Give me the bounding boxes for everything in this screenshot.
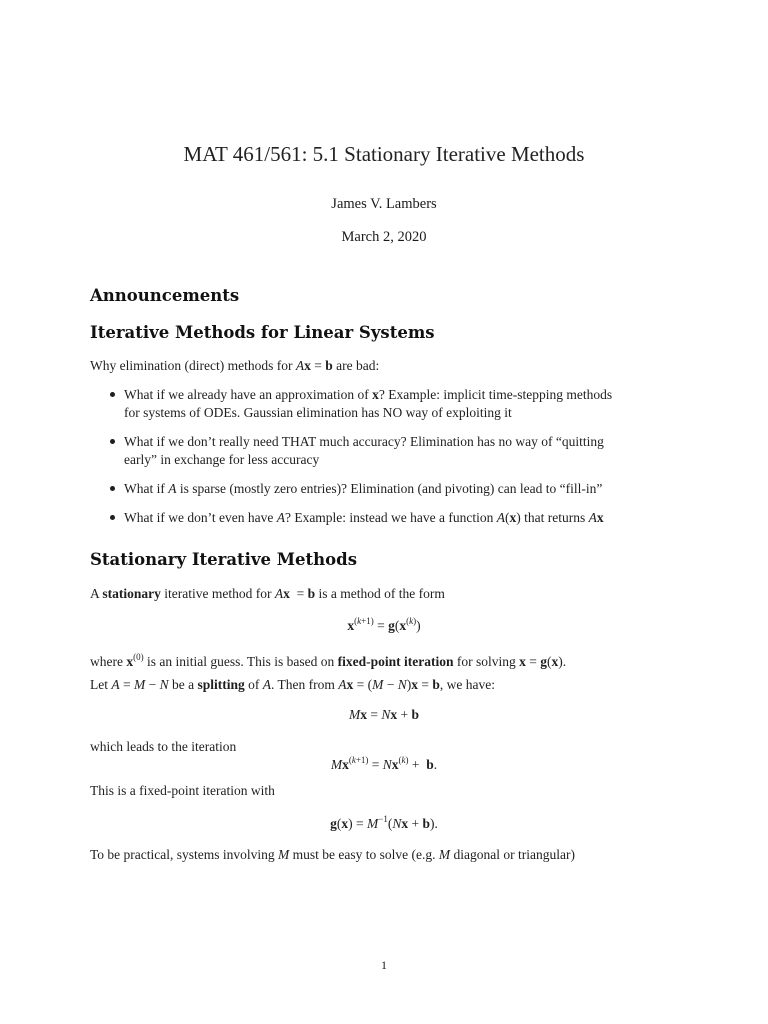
equation-split-iteration: $Mx^{(k+1)} = Nx^{(k)} + b$. — [330, 755, 438, 772]
list-item: What if we already have an approximation of x? Example: implicit time-stepping methods for systems of ODEs. Gaussian elimination has NO way of exploiting it — [90, 386, 690, 421]
document-date: March 2, 2020 — [341, 229, 427, 245]
bullet-list — [90, 386, 690, 527]
paragraph-initial-guess: where $x^{(0)}$ is an initial guess. This is based on fixed-point iteration for solving x = g(x). — [90, 652, 567, 669]
list-item: What if we don’t even have A? Example: instead we have a function A(x) that returns Ax — [90, 509, 690, 527]
equation-g-function: $g(x) = M^{-1}(Nx + b)$. — [330, 814, 438, 831]
paragraph-splitting: Let A = M − N be a splitting of A. Then from Ax = (M − N)x = b, we have: — [90, 677, 496, 692]
list-item: What if A is sparse (mostly zero entries)? Elimination (and pivoting) can lead to “fill-in” — [90, 480, 690, 498]
bullet-icon — [110, 515, 115, 520]
paragraph-stationary-def: A stationary iterative method for Ax = b is a method of the form — [90, 586, 445, 601]
bullet-icon — [110, 439, 115, 444]
list-item: What if we don’t really need THAT much accuracy? Elimination has no way of “quitting early” in exchange for less accuracy — [90, 433, 690, 468]
page-number: 1 — [381, 958, 387, 972]
heading-iterative-methods: Iterative Methods for Linear Systems — [90, 323, 435, 342]
bullet-icon — [110, 486, 115, 491]
heading-stationary-methods: Stationary Iterative Methods — [90, 550, 357, 569]
heading-announcements: Announcements — [90, 286, 240, 305]
paragraph-leads: which leads to the iteration — [90, 739, 237, 754]
bullet-icon — [110, 392, 115, 397]
equation-iteration: $x^{(k+1)} = g(x^{(k)})$ — [347, 616, 421, 633]
document-title: MAT 461/561: 5.1 Stationary Iterative Methods — [183, 142, 585, 166]
paragraph-why-bad: Why elimination (direct) methods for Ax = b are bad: — [90, 358, 380, 373]
paragraph-fixed-point: This is a fixed-point iteration with — [90, 783, 275, 798]
document-author: James V. Lambers — [331, 196, 437, 212]
equation-split: Mx = Nx + b — [348, 707, 420, 722]
paragraph-practical: To be practical, systems involving M must be easy to solve (e.g. M diagonal or triangular) — [90, 847, 575, 862]
